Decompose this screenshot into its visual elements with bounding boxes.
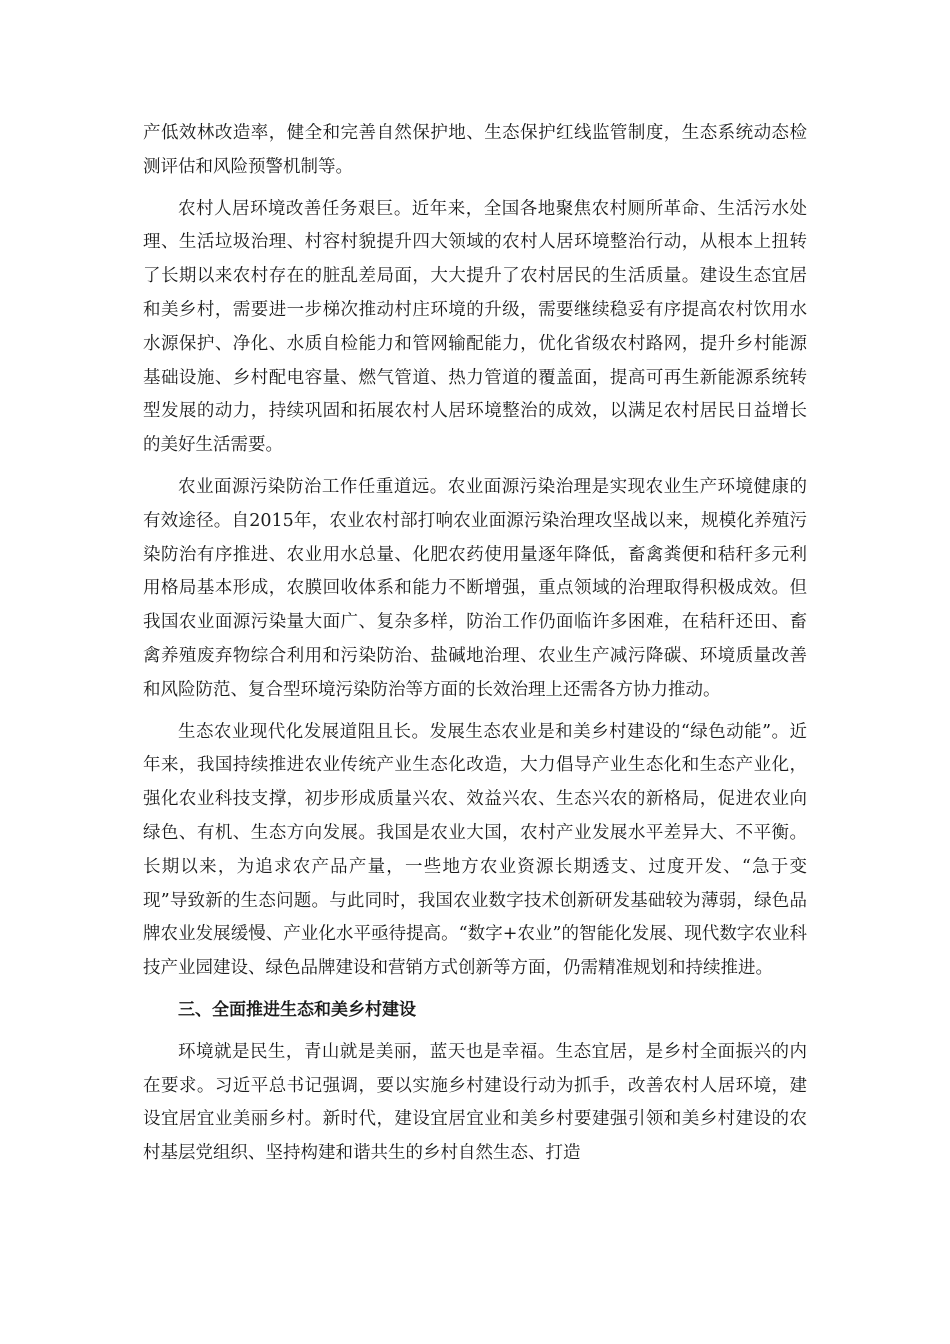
paragraph-ecological-agriculture: 生态农业现代化发展道阻且长。发展生态农业是和美乡村建设的“绿色动能”。近年来，我国持续推进农业传统产业生态化改造，大力倡导产业生态化和生态产业化，强化农业科技支撑，初步形成质量兴农、效益兴农、生态兴农的新格局，促进农业向绿色、有机、生态方向发展。我国是农业大国，农村产业发展水平差异大、不平衡。长期以来，为追求农产品产量，一些地方农业资源长期透支、过度开发、“急于变现”导致新的生态问题。与此同时，我国农业数字技术创新研发基础较为薄弱，绿色品牌农业发展缓慢、产业化水平亟待提高。“数字+农业”的智能化发展、现代数字农业科技产业园建设、绿色品牌建设和营销方式创新等方面，仍需精准规划和持续推进。: [143, 721, 807, 979]
document-body: [143, 117, 807, 1179]
paragraph-agricultural-pollution: 农业面源污染防治工作任重道远。农业面源污染治理是实现农业生产环境健康的有效途径。自2015年，农业农村部打响农业面源污染治理攻坚战以来，规模化养殖污染防治有序推进、农业用水总量、化肥农药使用量逐年降低，畜禽粪便和秸秆多元利用格局基本形成，农膜回收体系和能力不断增强，重点领域的治理取得积极成效。但我国农业面源污染量大面广、复杂多样，防治工作仍面临许多困难，在秸秆还田、畜禽养殖废弃物综合利用和污染防治、盐碱地治理、农业生产减污降碳、环境质量改善和风险防范、复合型环境污染防治等方面的长效治理上还需各方协力推动。: [143, 476, 807, 700]
paragraph-environment-livelihood: 环境就是民生，青山就是美丽，蓝天也是幸福。生态宜居，是乡村全面振兴的内在要求。习近平总书记强调，要以实施乡村建设行动为抓手，改善农村人居环境，建设宜居宜业美丽乡村。新时代，建设宜居宜业和美乡村要建强引领和美乡村建设的农村基层党组织、坚持构建和谐共生的乡村自然生态、打造: [143, 1041, 807, 1164]
paragraph-rural-living-environment: 农村人居环境改善任务艰巨。近年来，全国各地聚焦农村厕所革命、生活污水处理、生活垃圾治理、村容村貌提升四大领域的农村人居环境整治行动，从根本上扭转了长期以来农村存在的脏乱差局面，大大提升了农村居民的生活质量。建设生态宜居和美乡村，需要进一步梯次推动村庄环境的升级，需要继续稳妥有序提高农村饮用水水源保护、净化、水质自检能力和管网输配能力，优化省级农村路网，提升乡村能源基础设施、乡村配电容量、燃气管道、热力管道的覆盖面，提高可再生新能源系统转型发展的动力，持续巩固和拓展农村人居环境整治的成效，以满足农村居民日益增长的美好生活需要。: [143, 198, 807, 456]
paragraph-continued: 产低效林改造率，健全和完善自然保护地、生态保护红线监管制度，生态系统动态检测评估和风险预警机制等。: [143, 123, 807, 177]
section-heading: 三、全面推进生态和美乡村建设: [178, 999, 416, 1020]
